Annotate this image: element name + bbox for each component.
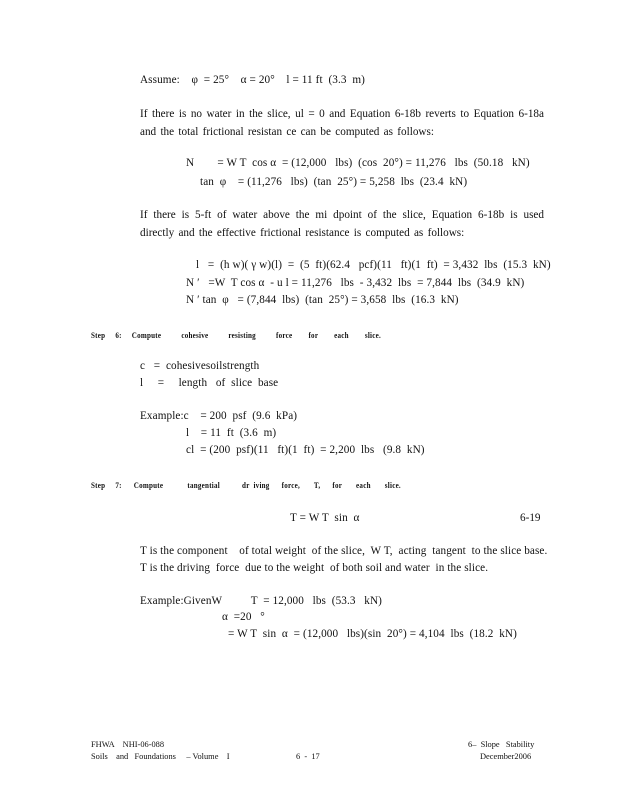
footer-chapter: 6– Slope Stability — [468, 740, 535, 749]
example-cohesion: Example:c = 200 psf (9.6 kPa) — [140, 410, 298, 422]
example-angle: α =20 ° — [222, 611, 265, 623]
paragraph-tangential-1: T is the component of total weight of the slice, W T, acting tangent to the slice base. — [140, 545, 548, 557]
equation-tangential-force: T = W T sin α — [290, 512, 360, 524]
example-weight: Example:GivenW T = 12,000 lbs (53.3 kN) — [140, 595, 382, 607]
paragraph-with-water: If there is 5-ft of water above the mi dpoint of the slice, Equation 6-18b is used directly and the effective frictional resistance is computed as follows: — [140, 209, 544, 239]
footer-manual-title: Soils and Foundations – Volume I — [91, 752, 230, 761]
footer-date: December2006 — [480, 752, 532, 761]
footer-page-number: 6 - 17 — [296, 752, 320, 761]
assume-line: Assume: φ = 25° α = 20° l = 11 ft (3.3 m) — [140, 74, 366, 86]
example-tangential-result: = W T sin α = (12,000 lbs)(sin 20°) = 4,104 lbs (18.2 kN) — [228, 628, 517, 640]
footer-report-number: FHWA NHI-06-088 — [91, 740, 165, 749]
equation-number: 6-19 — [520, 512, 541, 524]
equation-pore-force: l = (h w)( γ w)(l) = (5 ft)(62.4 pcf)(11 ft)(1 ft) = 3,432 lbs (15.3 kN) — [196, 259, 551, 271]
step-6-heading: Step 6: Compute cohesive resisting force for each slice. — [91, 330, 382, 340]
equation-effective-resistance: N ′ tan φ = (7,844 lbs) (tan 25°) = 3,658 lbs (16.3 kN) — [186, 294, 459, 306]
equation-frictional-resistance: tan φ = (11,276 lbs) (tan 25°) = 5,258 lbs (23.4 kN) — [200, 176, 468, 188]
step-7-heading: Step 7: Compute tangential dr iving force, T, for each slice. — [91, 480, 401, 490]
paragraph-tangential-2: T is the driving force due to the weight of both soil and water in the slice. — [140, 562, 489, 574]
paragraph-no-water: If there is no water in the slice, ul = 0 and Equation 6-18b reverts to Equation 6-18a and the total frictional resistan ce can be computed as follows: — [140, 108, 544, 138]
example-cohesive-force: cl = (200 psf)(11 ft)(1 ft) = 2,200 lbs (9.8 kN) — [186, 444, 425, 456]
definition-length: l = length of slice base — [140, 377, 279, 389]
definition-cohesion: c = cohesivesoilstrength — [140, 360, 260, 372]
equation-effective-normal: N ′ =W T cos α - u l = 11,276 lbs - 3,432 lbs = 7,844 lbs (34.9 kN) — [186, 277, 525, 289]
example-length: l = 11 ft (3.6 m) — [186, 427, 277, 439]
equation-normal-force: N = W T cos α = (12,000 lbs) (cos 20°) = 11,276 lbs (50.18 kN) — [186, 157, 530, 169]
